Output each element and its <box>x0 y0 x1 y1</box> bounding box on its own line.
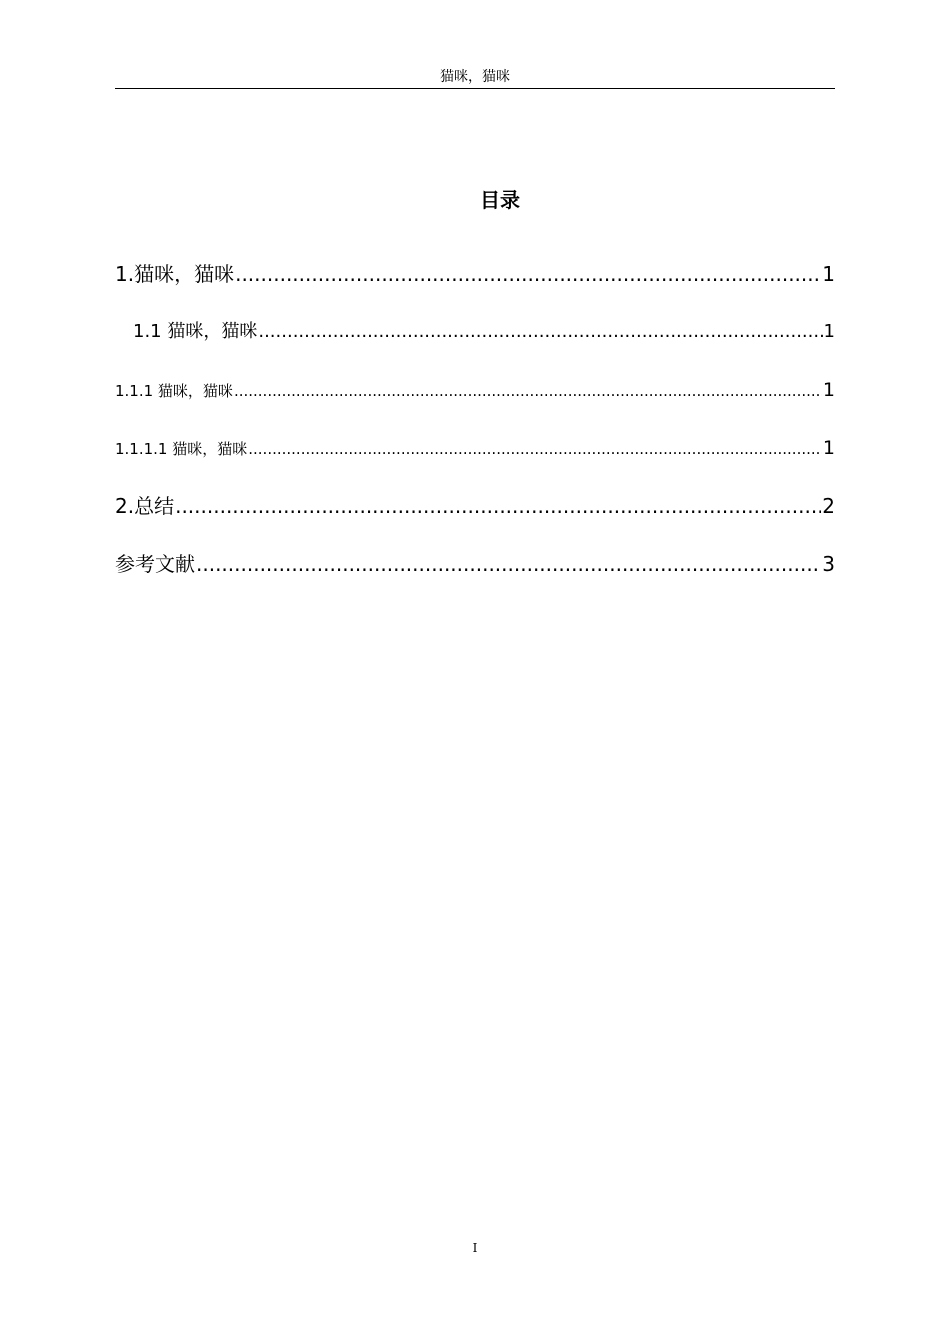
toc-entry-2[interactable] <box>115 492 835 520</box>
toc-page-number: 1 <box>823 321 835 342</box>
page-footer-number: I <box>472 1241 478 1255</box>
toc-entry-label: 参考文献 <box>115 552 195 576</box>
toc-page-number: 2 <box>822 494 835 518</box>
toc-entry-1-1[interactable] <box>115 319 835 345</box>
toc-dot-leader <box>258 319 822 345</box>
toc-page-number: 1 <box>822 379 835 401</box>
toc-dot-leader <box>175 492 821 520</box>
header-divider <box>115 88 835 89</box>
toc-entry-label: 1.1.1.1 猫咪，猫咪 <box>115 440 248 458</box>
page-header: 猫咪，猫咪 <box>440 69 510 85</box>
toc-entry-label: 1.1.1 猫咪，猫咪 <box>115 382 233 400</box>
toc-dot-leader <box>248 438 822 460</box>
toc-page-number: 1 <box>822 262 835 286</box>
toc-dot-leader <box>234 380 822 402</box>
toc-page-number: 1 <box>822 437 835 459</box>
toc-entry-1-1-1[interactable] <box>115 379 835 402</box>
toc-dot-leader <box>235 260 821 288</box>
toc-dot-leader <box>196 550 821 578</box>
toc-entry-label: 1.猫咪，猫咪 <box>115 262 235 286</box>
toc-entry-1[interactable] <box>115 260 835 288</box>
toc-title: 目录 <box>480 188 520 212</box>
toc-entry-label: 1.1 猫咪，猫咪 <box>133 321 258 342</box>
toc-entry-1-1-1-1[interactable] <box>115 437 835 460</box>
toc-entry-label: 2.总结 <box>115 494 175 518</box>
toc-entry-references[interactable] <box>115 550 835 578</box>
toc-page-number: 3 <box>822 552 835 576</box>
